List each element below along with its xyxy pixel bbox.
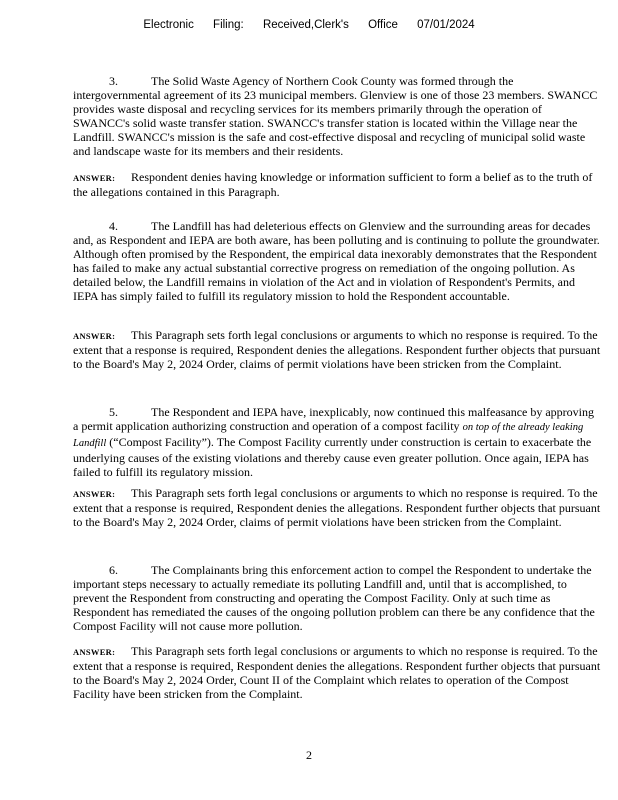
answer-label: ANSWER: <box>73 489 116 499</box>
filing-header <box>0 19 618 31</box>
answer-text: This Paragraph sets forth legal conclusions or arguments to which no response is required. To the extent that a response is required, Respondent denies the allegations. Respondent further objects that pursuant to the Board's May 2, 2024 Order, claims of permit violations have been stricken from the Complaint. <box>73 486 601 529</box>
header-date: 07/01/2024 <box>417 19 475 31</box>
allegation-text: The Solid Waste Agency of Northern Cook County was formed through the intergovernmental agreement of its 23 municipal members. Glenview is one of those 23 members. SWANCC provides waste disposal and recycling services for its members primarily through the operation of SWANCC's solid waste transfer station. SWANCC's transfer station is located within the Village near the Landfill. SWANCC's mission is the safe and cost-effective disposal and recycling of municipal solid waste and landscape waste for its members and their residents. <box>73 74 598 158</box>
answer-text: This Paragraph sets forth legal conclusions or arguments to which no response is required. To the extent that a response is required, Respondent denies the allegations. Respondent further objects that pursuant to the Board's May 2, 2024 Order, Count II of the Complaint which relates to operation of the Compost Facility have been stricken from the Complaint. <box>73 644 601 701</box>
allegation-6 <box>73 563 601 633</box>
header-office: Office <box>368 19 398 31</box>
allegation-text: The Complainants bring this enforcement action to compel the Respondent to undertake the important steps necessary to actually remediate its polluting Landfill and, until that is accomplished, to prevent the Respondent from constructing and operating the Compost Facility. Only at such time as Respondent has remediated the causes of the ongoing pollution problem can there be any confidence that the Compost Facility will not cause more pollution. <box>73 563 595 633</box>
answer-text: This Paragraph sets forth legal conclusions or arguments to which no response is required. To the extent that a response is required, Respondent denies the allegations. Respondent further objects that pursuant to the Board's May 2, 2024 Order, claims of permit violations have been stricken from the Complaint. <box>73 328 601 371</box>
answer-label: ANSWER: <box>73 647 116 657</box>
answer-label: ANSWER: <box>73 331 116 341</box>
allegation-text-after: (“Compost Facility”). The Compost Facility currently under construction is certain to exacerbate the underlying causes of the existing violations and thereby cause even greater pollution. Once again, IEPA has failed to fulfill its regulatory mission. <box>73 435 592 479</box>
answer-6 <box>73 644 601 701</box>
allegation-italic-text: on top of the already leaking Landfill <box>73 422 584 449</box>
allegation-number: 4. <box>109 219 118 233</box>
header-electronic: Electronic <box>143 19 194 31</box>
allegation-number: 3. <box>109 74 118 88</box>
page-number: 2 <box>306 748 312 762</box>
allegation-5 <box>73 405 601 479</box>
header-received: Received,Clerk's <box>262 19 349 31</box>
answer-5 <box>73 486 601 529</box>
allegation-number: 5. <box>109 405 118 419</box>
allegation-4 <box>73 219 601 303</box>
allegation-text: The Landfill has had deleterious effects on Glenview and the surrounding areas for decades and, as Respondent and IEPA are both aware, has been polluting and is continuing to pollute the groundwater. Although often promised by the Respondent, the empirical data inexorably demonstrates that the Respondent has failed to make any actual substantial corrective progress on remediation of the ongoing pollution. As detailed below, the Landfill remains in violation of the Act and in violation of Respondent's Permits, and IEPA has simply failed to fulfill its regulatory mission to hold the Respondent accountable. <box>73 219 600 303</box>
allegation-number: 6. <box>109 563 118 577</box>
allegation-text-before: The Respondent and IEPA have, inexplicably, now continued this malfeasance by approving a permit application authorizing construction and operation of a compost facility <box>73 405 595 433</box>
header-filing: Filing: <box>213 19 244 31</box>
answer-4 <box>73 328 601 371</box>
answer-label: ANSWER: <box>73 173 116 183</box>
answer-text: Respondent denies having knowledge or information sufficient to form a belief as to the truth of the allegations contained in this Paragraph. <box>73 170 593 199</box>
answer-3 <box>73 170 601 199</box>
allegation-3 <box>73 74 601 158</box>
